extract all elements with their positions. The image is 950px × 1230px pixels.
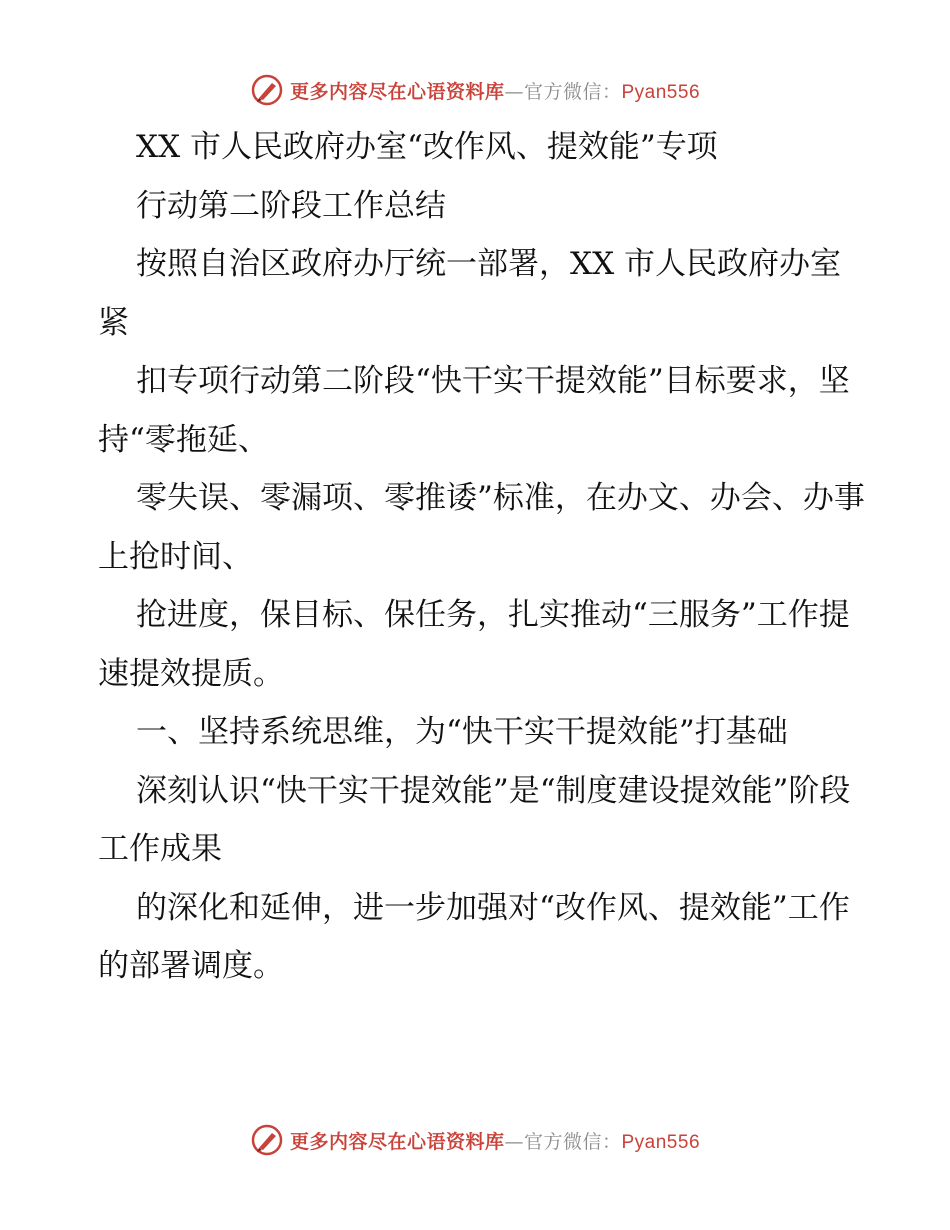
- doc-paragraph: 零失误、零漏项、零推诿”标准，在办文、办会、办事上抢时间、: [98, 480, 865, 575]
- watermark-text: [290, 77, 700, 104]
- pen-logo-icon: [250, 73, 284, 107]
- doc-paragraph: 抢进度，保目标、保任务，扎实推动“三服务”工作提速提效提质。: [98, 597, 850, 692]
- watermark-brand: 更多内容尽在心语资料库: [289, 80, 505, 103]
- doc-title-line-1: XX 市人民政府办室“改作风、提效能”专项: [136, 129, 718, 165]
- watermark-wechat-label: 官方微信：: [523, 80, 622, 103]
- doc-title-line-2: 行动第二阶段工作总结: [136, 187, 446, 224]
- watermark-text: [290, 1127, 700, 1154]
- watermark-brand: 更多内容尽在心语资料库: [289, 1130, 505, 1153]
- doc-paragraph: 按照自治区政府办厅统一部署，XX 市人民政府办室紧: [98, 246, 841, 341]
- document-body: [98, 118, 868, 996]
- watermark-wechat-id: Pyan556: [621, 1131, 701, 1153]
- doc-paragraph: 的深化和延伸，进一步加强对“改作风、提效能”工作的部署调度。: [98, 889, 850, 984]
- watermark-wechat-label: 官方微信：: [523, 1130, 622, 1153]
- watermark-dash: —: [504, 80, 524, 103]
- watermark-wechat-id: Pyan556: [621, 81, 701, 103]
- doc-paragraph: 深刻认识“快干实干提效能”是“制度建设提效能”阶段工作成果: [98, 772, 851, 867]
- watermark-dash: —: [504, 1130, 524, 1153]
- header-watermark: [0, 70, 950, 110]
- doc-section-heading: 一、坚持系统思维，为“快干实干提效能”打基础: [136, 714, 788, 750]
- pen-logo-icon: [250, 1123, 284, 1157]
- doc-paragraph: 扣专项行动第二阶段“快干实干提效能”目标要求，坚持“零拖延、: [98, 363, 850, 458]
- footer-watermark: [0, 1120, 950, 1160]
